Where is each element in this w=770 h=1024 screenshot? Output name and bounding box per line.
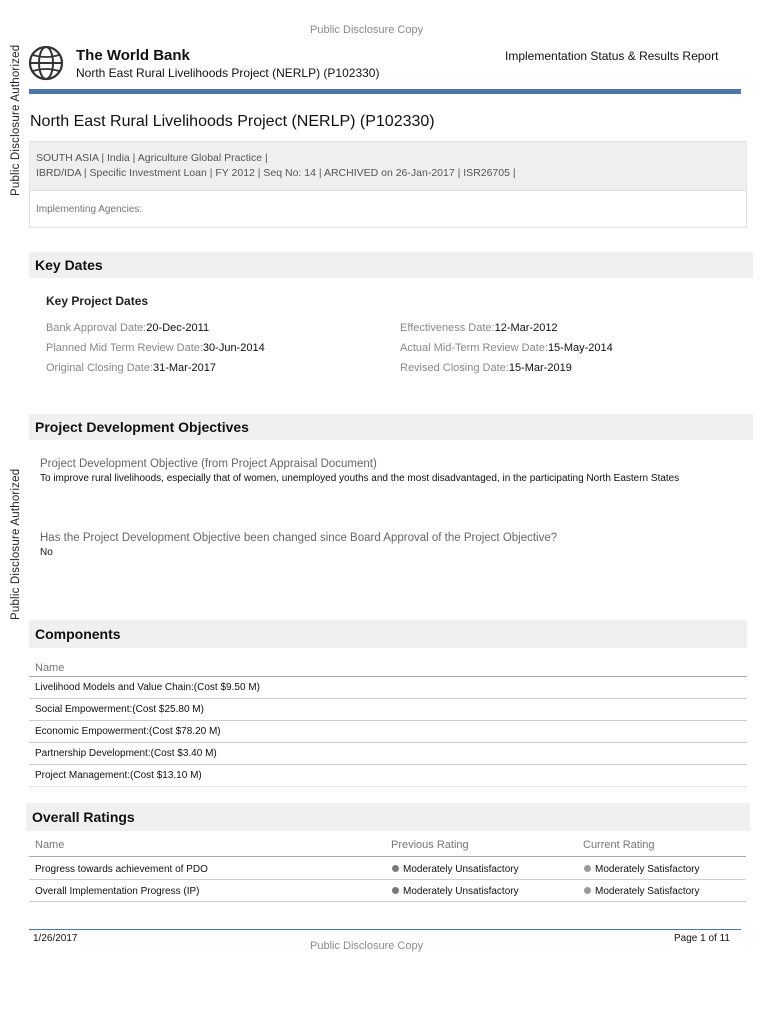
bottom-watermark: Public Disclosure Copy (310, 940, 424, 952)
date-label: Effectiveness Date: (400, 322, 495, 334)
rating-row-current (584, 864, 700, 875)
rating-row-previous (392, 886, 519, 897)
meta-line-2: IBRD/IDA | Specific Investment Loan | FY 2012 | Seq No: 14 | ARCHIVED on 26-Jan-2017 | ISR26705 | (36, 167, 516, 179)
actual-mid-term-review-date (400, 342, 613, 354)
pdo-title: Project Development Objectives (35, 419, 249, 435)
date-value: 15-May-2014 (547, 342, 613, 354)
rating-row-name: Overall Implementation Progress (IP) (35, 886, 200, 897)
original-closing-date (46, 362, 216, 374)
component-item: Partnership Development:(Cost $3.40 M) (35, 748, 217, 759)
pdo-objective-label: Project Development Objective (from Project Appraisal Document) (40, 458, 377, 470)
bank-approval-date (46, 322, 209, 334)
key-dates-title: Key Dates (35, 257, 103, 273)
ratings-header-name: Name (35, 839, 65, 851)
date-label: Planned Mid Term Review Date: (46, 342, 203, 354)
project-meta-box (29, 141, 747, 191)
org-name: The World Bank (76, 47, 190, 64)
pdo-changed-answer: No (40, 547, 53, 558)
rating-dot-icon (392, 865, 399, 872)
report-type: Implementation Status & Results Report (505, 49, 719, 63)
ratings-header-line (29, 856, 746, 857)
key-dates-section-bar (29, 252, 753, 278)
component-item: Social Empowerment:(Cost $25.80 M) (35, 704, 204, 715)
header-project-line: North East Rural Livelihoods Project (NERLP) (P102330) (76, 66, 380, 80)
effectiveness-date (400, 322, 558, 334)
pdo-changed-question: Has the Project Development Objective been changed since Board Approval of the Project Objective? (40, 532, 558, 544)
rating-row-previous (392, 864, 519, 875)
date-label: Actual Mid-Term Review Date: (400, 342, 548, 354)
date-label: Bank Approval Date: (46, 322, 147, 334)
components-section-bar (29, 620, 747, 648)
rating-value: Moderately Satisfactory (595, 864, 700, 875)
date-value: 20-Dec-2011 (146, 322, 210, 334)
rating-dot-icon (392, 887, 399, 894)
meta-line-1: SOUTH ASIA | India | Agriculture Global Practice | (36, 152, 268, 164)
implementing-agencies-label: Implementing Agencies: (36, 204, 143, 215)
rating-dot-icon (584, 865, 591, 872)
date-value: 12-Mar-2012 (494, 322, 558, 334)
component-row-line (29, 742, 747, 743)
rating-row-current (584, 886, 700, 897)
date-label: Revised Closing Date: (400, 362, 509, 374)
components-title: Components (35, 626, 121, 642)
components-header-name: Name (35, 662, 65, 674)
side-watermark-top: Public Disclosure Authorized (10, 44, 22, 196)
component-row-line (29, 720, 747, 721)
globe-icon (28, 45, 64, 81)
pdo-section-bar (29, 414, 753, 440)
date-label: Original Closing Date: (46, 362, 153, 374)
planned-mid-term-review-date (46, 342, 265, 354)
side-watermark-bottom: Public Disclosure Authorized (10, 468, 22, 620)
project-title: North East Rural Livelihoods Project (NERLP) (P102330) (30, 113, 435, 130)
revised-closing-date (400, 362, 572, 374)
top-watermark: Public Disclosure Copy (310, 24, 424, 36)
component-item: Economic Empowerment:(Cost $78.20 M) (35, 726, 221, 737)
date-value: 15-Mar-2019 (508, 362, 572, 374)
ratings-header-previous: Previous Rating (391, 839, 469, 851)
rating-row-line (29, 901, 746, 902)
component-row-line (29, 764, 747, 765)
footer-date: 1/26/2017 (33, 933, 78, 944)
ratings-title: Overall Ratings (32, 809, 135, 825)
rating-row-line (29, 879, 746, 880)
rating-dot-icon (584, 887, 591, 894)
date-value: 31-Mar-2017 (153, 362, 216, 374)
pdo-objective-text: To improve rural livelihoods, especially that of women, unemployed youths and the most disadvantaged, in the participating North Eastern States (40, 473, 680, 484)
rating-value: Moderately Satisfactory (595, 886, 700, 897)
rating-value: Moderately Unsatisfactory (403, 886, 519, 897)
implementing-agencies-box (29, 191, 747, 228)
date-value: 30-Jun-2014 (202, 342, 265, 354)
component-item: Project Management:(Cost $13.10 M) (35, 770, 202, 781)
component-row-line (29, 698, 747, 699)
footer-page-number: Page 1 of 11 (674, 933, 730, 944)
rating-row-name: Progress towards achievement of PDO (35, 864, 208, 875)
ratings-section-bar (26, 803, 750, 831)
key-project-dates-subtitle: Key Project Dates (46, 294, 149, 308)
rating-value: Moderately Unsatisfactory (403, 864, 519, 875)
component-row-line (29, 786, 747, 787)
ratings-header-current: Current Rating (583, 839, 655, 851)
components-header-line (29, 676, 747, 677)
footer-accent-line (29, 929, 741, 930)
component-item: Livelihood Models and Value Chain:(Cost $9.50 M) (35, 682, 260, 693)
header-accent-bar (29, 89, 741, 94)
